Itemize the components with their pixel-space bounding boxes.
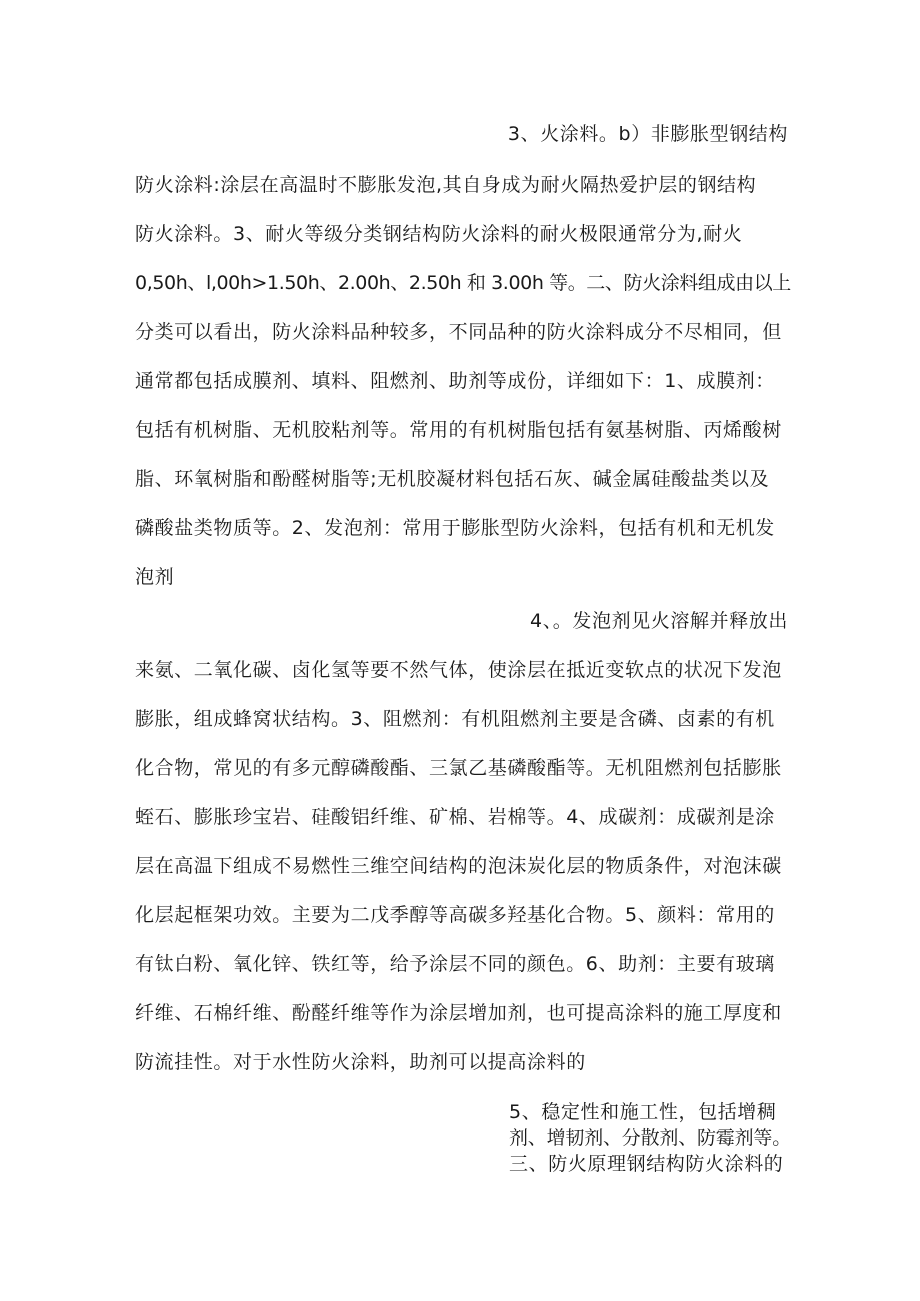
- text-line: 分类可以看出，防火涂料品种较多，不同品种的防火涂料成分不尽相同，但: [135, 321, 782, 343]
- text-line: 包括有机树脂、无机胶粘剂等。常用的有机树脂包括有氨基树脂、丙烯酸树: [135, 419, 782, 441]
- text-line: 剂、增韧剂、分散剂、防霉剂等。: [509, 1127, 792, 1149]
- text-line: 有钛白粉、氧化锌、铁红等，给予涂层不同的颜色。6、助剂：主要有玻璃: [135, 953, 775, 975]
- text-line: 3、火涂料。b）非膨胀型钢结构: [507, 123, 788, 145]
- text-line: 防火涂料:涂层在高温时不膨胀发泡,其自身成为耐火隔热爱护层的钢结构: [135, 174, 757, 196]
- text-line: 来氨、二氧化碳、卤化氢等要不然气体，使涂层在抵近变软点的状况下发泡: [135, 659, 782, 681]
- text-line: 防流挂性。对于水性防火涂料，助剂可以提高涂料的: [135, 1051, 586, 1073]
- text-line: 磷酸盐类物质等。2、发泡剂：常用于膨胀型防火涂料，包括有机和无机发: [135, 517, 775, 539]
- text-line: 蛭石、膨胀珍宝岩、硅酸铝纤维、矿棉、岩棉等。4、成碳剂：成碳剂是涂: [135, 806, 775, 828]
- text-line: 泡剂: [135, 566, 175, 588]
- text-line: 0,50h、l,00h>1.50h、2.00h、2.50h 和 3.00h 等。二、防火涂料组成由以上: [135, 272, 791, 294]
- text-line: 通常都包括成膜剂、填料、阻燃剂、助剂等成份，详细如下：1、成膜剂：: [135, 370, 775, 392]
- text-line: 层在高温下组成不易燃性三维空间结构的泡沫炭化层的物质条件，对泡沫碳: [135, 855, 782, 877]
- text-line: 膨胀，组成蜂窝状结构。3、阻燃剂：有机阻燃剂主要是含磷、卤素的有机: [135, 708, 775, 730]
- text-line: 纤维、石棉纤维、酚醛纤维等作为涂层增加剂，也可提高涂料的施工厚度和: [135, 1002, 782, 1024]
- text-line: 脂、环氧树脂和酚醛树脂等;无机胶凝材料包括石灰、碱金属硅酸盐类以及: [135, 468, 770, 490]
- text-line: 4、。发泡剂见火溶解并释放出: [530, 610, 788, 632]
- text-line: 三、防火原理钢结构防火涂料的: [509, 1153, 784, 1175]
- text-line: 防火涂料。3、耐火等级分类钢结构防火涂料的耐火极限通常分为,耐火: [135, 223, 743, 245]
- text-line: 5、稳定性和施工性，包括增稠: [509, 1101, 777, 1123]
- text-line: 化层起框架功效。主要为二戊季醇等高碳多羟基化合物。5、颜料：常用的: [135, 904, 775, 926]
- text-line: 化合物，常见的有多元醇磷酸酯、三氯乙基磷酸酯等。无机阻燃剂包括膨胀: [135, 757, 782, 779]
